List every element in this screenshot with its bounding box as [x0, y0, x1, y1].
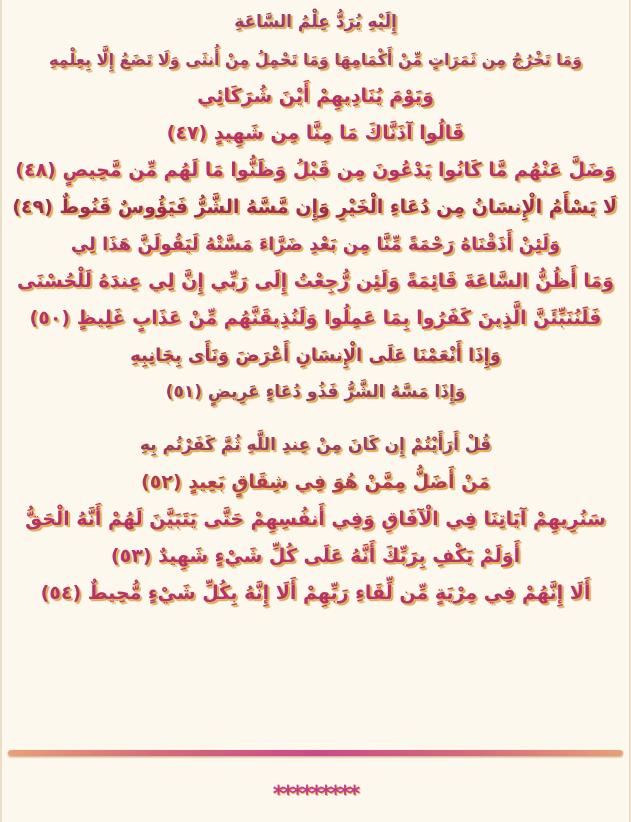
verse-line: وَمَا أَظُنُّ السَّاعَةَ قَائِمَةً وَلَئِن رُّجِعْتُ إِلَى رَبِّي إِنَّ لِي عِندَهُ لَلْحُسْنَى — [17, 270, 614, 292]
verse-line: وَلَئِنْ أَذَقْنَاهُ رَحْمَةً مِّنَّا مِن بَعْدِ ضَرَّاءَ مَسَّتْهُ لَيَقُولَنَّ هَذَا لِي — [70, 234, 561, 255]
verse-line: أَوَلَمْ يَكْفِ بِرَبِّكَ أَنَّهُ عَلَى كُلِّ شَيْءٍ شَهِيدٌ (٥٣) — [110, 545, 521, 567]
verse-line: مَنْ أَضَلُّ مِمَّنْ هُوَ فِي شِقَاقٍ بَعِيدٍ (٥٢) — [141, 471, 490, 493]
verse-line: وَمَا تَخْرُجُ مِن ثَمَرَاتٍ مِّنْ أَكْمَامِهَا وَمَا تَحْمِلُ مِنْ أُنثَى وَلَا تَضَعُ إِلَّا بِعِلْمِهِ — [48, 50, 583, 69]
decorative-divider — [8, 750, 623, 756]
verse-line: أَلَا إِنَّهُمْ فِي مِرْيَةٍ مِّن لِّقَاءِ رَبِّهِمْ أَلَا إِنَّهُ بِكُلِّ شَيْءٍ مُّحِيطٌ (٥٤) — [40, 582, 591, 604]
verse-line: وَإِذَا أَنْعَمْنَا عَلَى الْإِنسَانِ أَعْرَضَ وَنَأَى بِجَانِبِهِ — [130, 345, 501, 366]
verse-line: قَالُوا آذَنَّاكَ مَا مِنَّا مِن شَهِيدٍ (٤٧) — [166, 122, 465, 144]
star-ornament: ********* — [272, 782, 359, 807]
verse-line: فَلَنُنَبِّئَنَّ الَّذِينَ كَفَرُوا بِمَا عَمِلُوا وَلَنُذِيقَنَّهُم مِّنْ عَذَابٍ غَلِيظٍ (٥٠) — [29, 307, 602, 329]
verse-line: سَنُرِيهِمْ آيَاتِنَا فِي الْآفَاقِ وَفِي أَنفُسِهِمْ حَتَّى يَتَبَيَّنَ لَهُمْ أَنَّهُ الْحَقُّ — [25, 508, 606, 530]
verse-block — [14, 4, 617, 612]
verse-line: وَإِذَا مَسَّهُ الشَّرُّ فَذُو دُعَاءٍ عَرِيضٍ (٥١) — [165, 382, 466, 402]
verse-line: لَا يَسْأَمُ الْإِنسَانُ مِن دُعَاءِ الْخَيْرِ وَإِن مَّسَّهُ الشَّرُّ فَيَؤُوسٌ قَنُوطٌ (٤٩) — [12, 196, 617, 218]
verse-line: وَيَوْمَ يُنَادِيهِمْ أَيْنَ شُرَكَائِي — [197, 85, 434, 107]
verse-line: قُلْ أَرَأَيْتُمْ إِن كَانَ مِنْ عِندِ اللَّهِ ثُمَّ كَفَرْتُم بِهِ — [139, 435, 492, 455]
verse-line: وَضَلَّ عَنْهُم مَّا كَانُوا يَدْعُونَ مِن قَبْلُ وَظَنُّوا مَا لَهُم مِّن مَّحِيصٍ (٤٨) — [15, 159, 616, 181]
verse-line: إِلَيْهِ يُرَدُّ عِلْمُ السَّاعَةِ — [234, 12, 397, 32]
